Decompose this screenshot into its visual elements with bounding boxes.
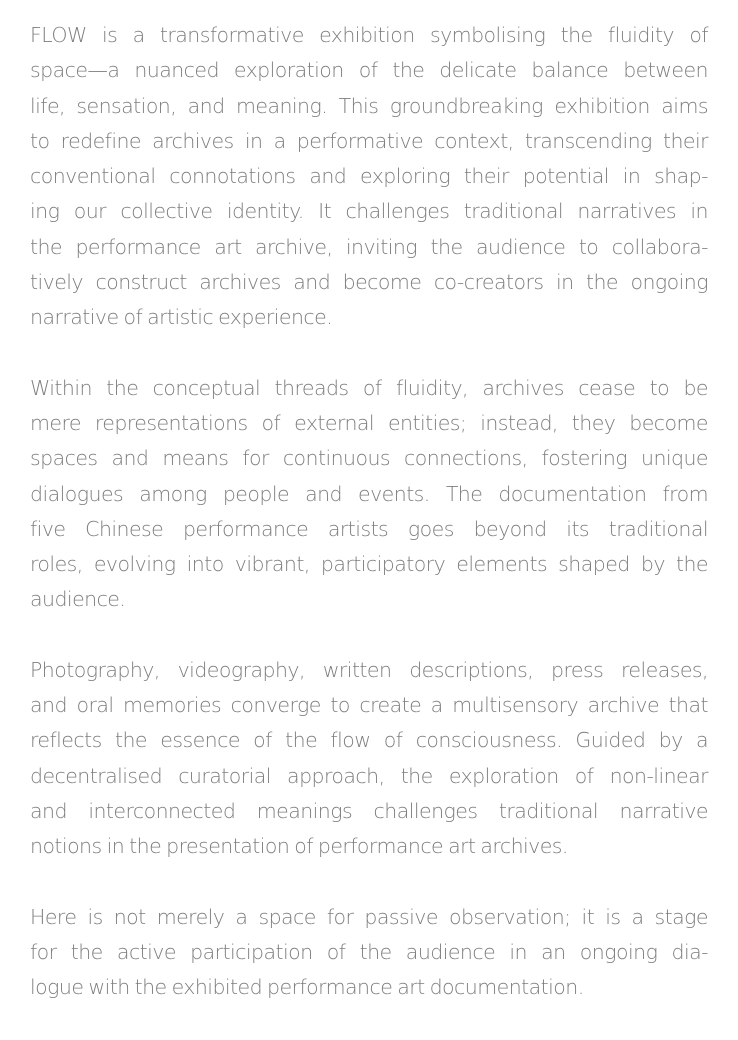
text-line: roles, evolving into vibrant, participatory elements shaped by the [30,552,708,577]
text-line: space—a nuanced exploration of the delicate balance between [30,58,708,83]
text-line: conventional connotations and exploring their potential in shap- [30,164,708,189]
text-line: audience. [30,587,126,612]
text-line: and oral memories converge to create a multisensory archive that [30,693,708,718]
text-line: Here is not merely a space for passive observation; it is a stage [30,904,708,929]
paragraph-media [30,653,708,865]
text-line: dialogues among people and events. The documentation from [30,481,708,506]
exhibition-description [30,18,708,1040]
text-line: for the active participation of the audience in an ongoing dia- [30,939,708,964]
text-line: and interconnected meanings challenges traditional narrative [30,798,708,823]
text-line: narrative of artistic experience. [30,305,333,330]
text-line: reflects the essence of the flow of consciousness. Guided by a [30,728,708,753]
text-line: mere representations of external entities; instead, they become [30,410,708,435]
text-line: life, sensation, and meaning. This groundbreaking exhibition aims [30,93,708,118]
text-line: to redefine archives in a performative context, transcending their [30,128,708,153]
text-line: ing our collective identity. It challenges traditional narratives in [30,199,708,224]
text-line: decentralised curatorial approach, the exploration of non-linear [30,763,708,788]
text-line: FLOW is a transformative exhibition symbolising the fluidity of [30,23,708,47]
text-line: notions in the presentation of performance art archives. [30,834,568,859]
text-line: spaces and means for continuous connections, fostering unique [30,446,708,471]
text-line: Within the conceptual threads of fluidity, archives cease to be [30,375,708,400]
paragraph-intro [30,18,708,336]
text-line: the performance art archive, inviting the audience to collabora- [30,234,708,259]
text-line: logue with the exhibited performance art documentation. [30,975,584,1000]
paragraph-participation [30,900,708,1006]
text-line: Photography, videography, written descriptions, press releases, [30,657,708,682]
text-line: tively construct archives and become co-creators in the ongoing [30,270,708,295]
text-line: five Chinese performance artists goes beyond its traditional [30,516,708,541]
paragraph-fluidity [30,371,708,618]
